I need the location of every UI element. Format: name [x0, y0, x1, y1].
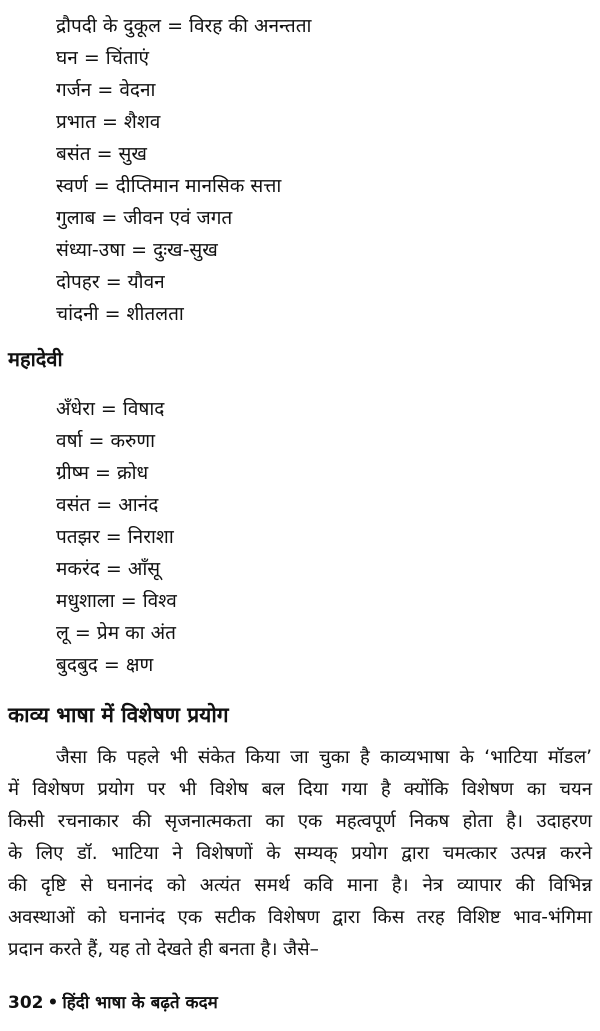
list-item: वर्षा = करुणा — [56, 430, 156, 452]
list-item: गर्जन = वेदना — [56, 79, 156, 101]
list-item: प्रभात = शैशव — [56, 111, 161, 133]
paragraph-line: में विशेषण प्रयोग पर भी विशेष बल दिया गया है क्योंकि विशेषण का चयन — [8, 779, 592, 800]
page-number: 302 — [8, 993, 44, 1013]
list-item: वसंत = आनंद — [56, 494, 159, 516]
page-footer — [8, 990, 218, 1013]
book-title: हिंदी भाषा के बढ़ते कदम — [62, 993, 218, 1013]
list-item: बसंत = सुख — [56, 143, 147, 165]
list-item: मधुशाला = विश्व — [56, 590, 177, 612]
list-item: अँधेरा = विषाद — [56, 398, 165, 420]
section-heading-mahadevi: महादेवी — [8, 347, 63, 371]
paragraph-line: किसी रचनाकार की सृजनात्मकता का एक महत्वपूर्ण निकष होता है। उदाहरण — [8, 811, 592, 832]
paragraph-line: के लिए डॉ. भाटिया ने विशेषणों के सम्यक् प्रयोग द्वारा चमत्कार उत्पन्न करने — [8, 843, 592, 864]
list-item: ग्रीष्म = क्रोध — [56, 462, 149, 484]
paragraph-line: की दृष्टि से घनानंद को अत्यंत समर्थ कवि माना है। नेत्र व्यापार की विभिन्न — [8, 875, 592, 896]
paragraph-line: जैसा कि पहले भी संकेत किया जा चुका है काव्यभाषा के ‘भाटिया मॉडल’ — [56, 747, 592, 768]
list-item: दोपहर = यौवन — [56, 271, 165, 293]
paragraph-line: प्रदान करते हैं, यह तो देखते ही बनता है। जैसे– — [8, 939, 319, 960]
body-paragraph — [8, 742, 592, 966]
paragraph-line: अवस्थाओं को घनानंद एक सटीक विशेषण द्वारा किस तरह विशिष्ट भाव-भंगिमा — [8, 907, 592, 928]
list-item: घन = चिंताएं — [56, 47, 150, 69]
metaphor-list-one — [56, 10, 311, 330]
section-heading-visheshan: काव्य भाषा में विशेषण प्रयोग — [8, 703, 229, 727]
list-item: चांदनी = शीतलता — [56, 303, 184, 325]
list-item: लू = प्रेम का अंत — [56, 622, 176, 644]
list-item: द्रौपदी के दुकूल = विरह की अनन्तता — [56, 15, 312, 37]
list-item: बुदबुद = क्षण — [56, 654, 154, 676]
list-item: पतझर = निराशा — [56, 526, 174, 548]
list-item: मकरंद = आँसू — [56, 558, 161, 580]
list-item: गुलाब = जीवन एवं जगत — [56, 207, 233, 229]
metaphor-list-two — [56, 393, 177, 681]
list-item: स्वर्ण = दीप्तिमान मानसिक सत्ता — [56, 175, 282, 197]
footer-bullet: • — [47, 993, 59, 1013]
list-item: संध्या-उषा = दुःख-सुख — [56, 239, 218, 261]
